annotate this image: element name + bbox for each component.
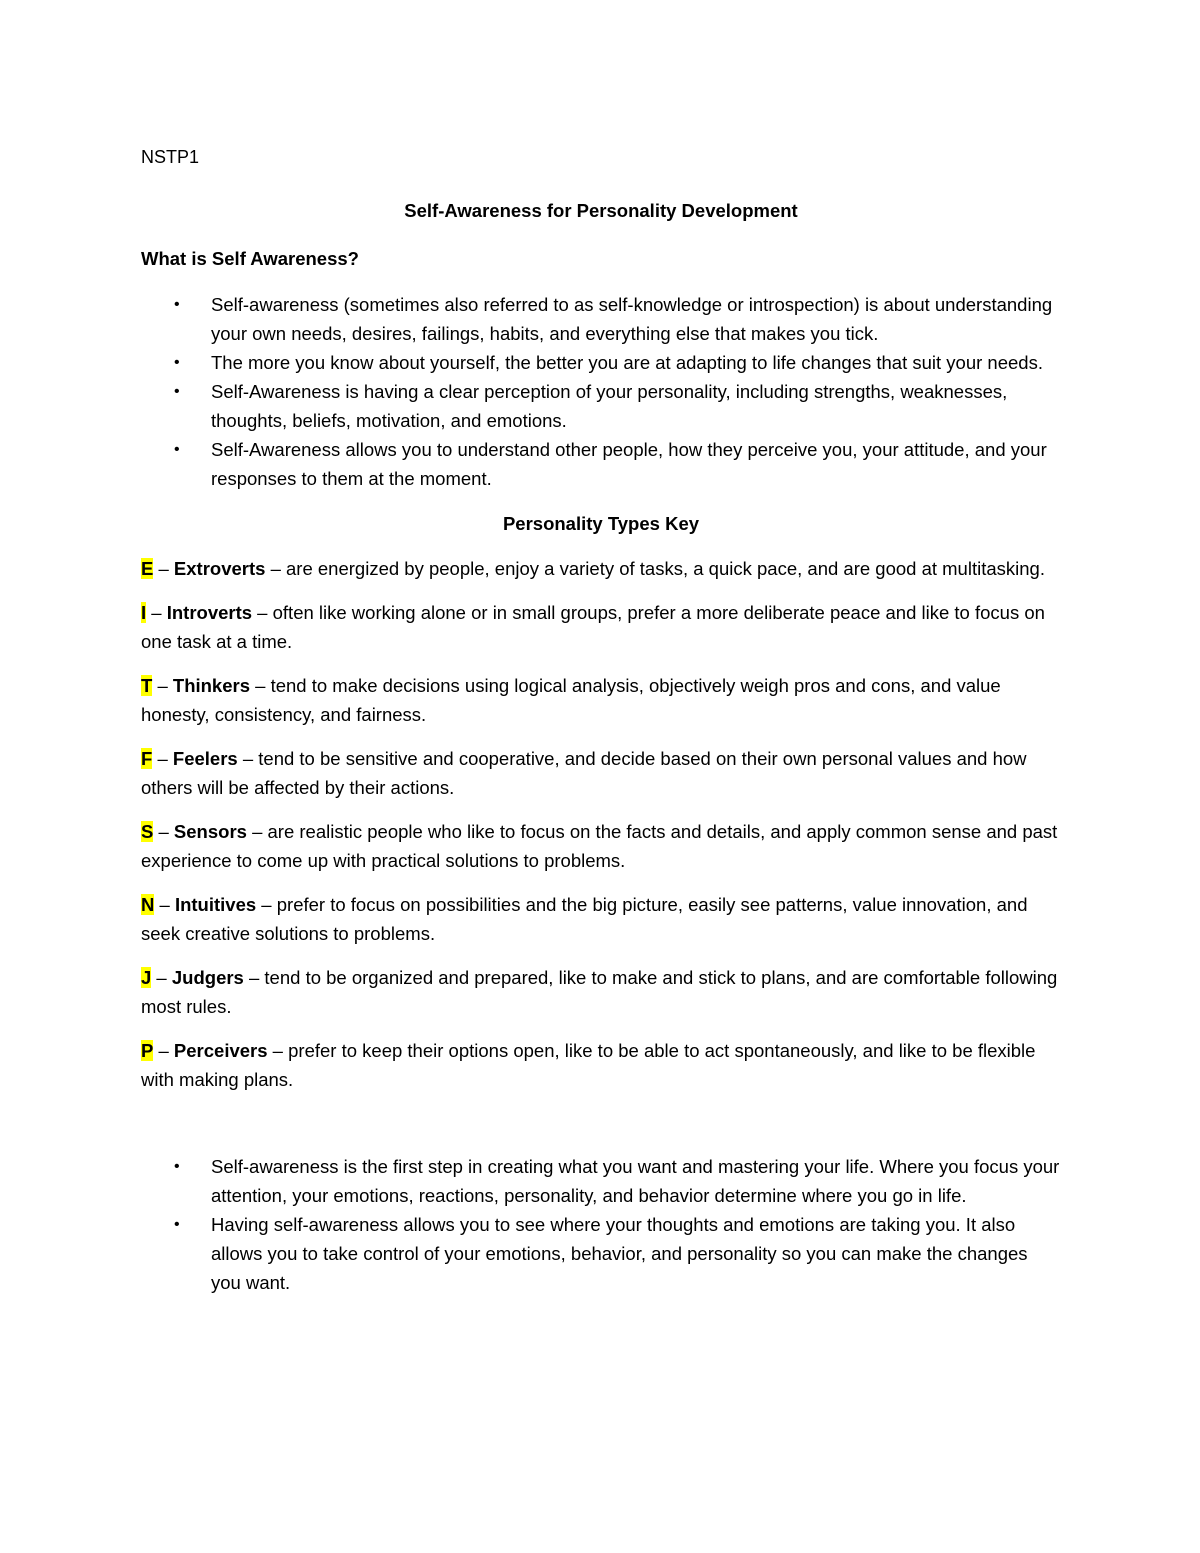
type-letter: T <box>141 675 153 696</box>
type-separator: – <box>153 558 174 579</box>
type-separator: – <box>152 675 173 696</box>
bullet-item <box>141 377 1061 435</box>
type-separator: – <box>243 967 265 988</box>
type-term: Perceivers <box>173 1040 268 1061</box>
bullet-icon: • <box>174 354 180 371</box>
bullet-text: Self-Awareness is having a clear perception of your personality, including strengths, weaknesses, thoughts, beliefs, motivation, and emotions. <box>211 381 1008 431</box>
bullet-text: Self-Awareness allows you to understand other people, how they perceive you, your attitude, and your responses to them at the moment. <box>211 439 1047 489</box>
type-separator: – <box>252 602 273 623</box>
type-term: Extroverts <box>173 558 266 579</box>
type-separator: – <box>237 748 259 769</box>
type-letter: P <box>141 1040 154 1061</box>
type-term: Introverts <box>166 602 253 623</box>
bullet-icon: • <box>174 441 180 458</box>
bullet-icon: • <box>174 296 180 313</box>
type-description: prefer to focus on possibilities and the big picture, easily see patterns, value innovation, and seek creative solutions to problems. <box>141 894 1028 944</box>
bullet-text: Self-awareness is the first step in creating what you want and mastering your life. Where you focus your attention, your emotions, reactions, personality, and behavior determine where you go in life. <box>211 1156 1060 1206</box>
type-letter: J <box>141 967 152 988</box>
type-letter: E <box>141 558 154 579</box>
type-description: prefer to keep their options open, like to be able to act spontaneously, and like to be flexible with making plans. <box>141 1040 1036 1090</box>
bullet-icon: • <box>174 383 180 400</box>
course-code: NSTP1 <box>141 147 200 167</box>
personality-key-title: Personality Types Key <box>502 513 700 534</box>
type-term: Thinkers <box>172 675 250 696</box>
type-separator: – <box>153 1040 174 1061</box>
type-term: Sensors <box>173 821 247 842</box>
type-separator: – <box>151 967 172 988</box>
document-title: Self-Awareness for Personality Development <box>404 200 798 221</box>
bullet-icon: • <box>174 1216 180 1233</box>
type-term: Intuitives <box>174 894 257 915</box>
type-entry-i <box>141 598 1061 656</box>
type-description: often like working alone or in small groups, prefer a more deliberate peace and like to focus on one task at a time. <box>141 602 1045 652</box>
type-entry-j <box>141 963 1061 1021</box>
bullet-item <box>141 290 1061 348</box>
type-entry-p <box>141 1036 1061 1094</box>
type-term: Feelers <box>172 748 238 769</box>
bullet-item <box>141 435 1061 493</box>
bullet-icon: • <box>174 1158 180 1175</box>
bullet-item <box>141 1210 1061 1297</box>
type-description: are realistic people who like to focus on the facts and details, and apply common sense and past experience to come up with practical solutions to problems. <box>141 821 1058 871</box>
type-separator: – <box>267 1040 289 1061</box>
intro-bullet-list <box>141 290 1061 493</box>
type-separator: – <box>250 675 271 696</box>
type-description: tend to make decisions using logical analysis, objectively weigh pros and cons, and value honesty, consistency, and fairness. <box>141 675 1001 725</box>
type-letter: F <box>141 748 153 769</box>
type-description: are energized by people, enjoy a variety of tasks, a quick pace, and are good at multitasking. <box>286 558 1045 579</box>
type-description: tend to be organized and prepared, like to make and stick to plans, and are comfortable following most rules. <box>141 967 1058 1017</box>
bullet-item <box>141 1152 1061 1210</box>
closing-bullet-list <box>141 1152 1061 1297</box>
bullet-text: The more you know about yourself, the better you are at adapting to life changes that suit your needs. <box>211 352 1043 373</box>
type-entry-f <box>141 744 1061 802</box>
type-entry-e <box>141 554 1061 583</box>
paragraph-spacer <box>141 1109 1061 1152</box>
type-separator: – <box>246 821 268 842</box>
type-separator: – <box>154 894 175 915</box>
bullet-text: Self-awareness (sometimes also referred to as self-knowledge or introspection) is about understanding your own needs, desires, failings, habits, and everything else that makes you tick. <box>211 294 1053 344</box>
bullet-item <box>141 348 1061 377</box>
section-heading: What is Self Awareness? <box>141 248 359 269</box>
type-entry-n <box>141 890 1061 948</box>
type-separator: – <box>256 894 277 915</box>
type-separator: – <box>153 821 174 842</box>
type-letter: S <box>141 821 154 842</box>
type-entry-t <box>141 671 1061 729</box>
document-content <box>141 143 1061 1313</box>
bullet-text: Having self-awareness allows you to see where your thoughts and emotions are taking you. It also allows you to take control of your emotions, behavior, and personality so you can make the changes you want. <box>211 1214 1028 1293</box>
type-letter: N <box>141 894 155 915</box>
type-separator: – <box>152 748 173 769</box>
type-description: tend to be sensitive and cooperative, and decide based on their own personal values and how others will be affected by their actions. <box>141 748 1027 798</box>
type-separator: – <box>265 558 287 579</box>
type-separator: – <box>146 602 167 623</box>
type-entry-s <box>141 817 1061 875</box>
type-term: Judgers <box>171 967 244 988</box>
type-letter: I <box>141 602 147 623</box>
